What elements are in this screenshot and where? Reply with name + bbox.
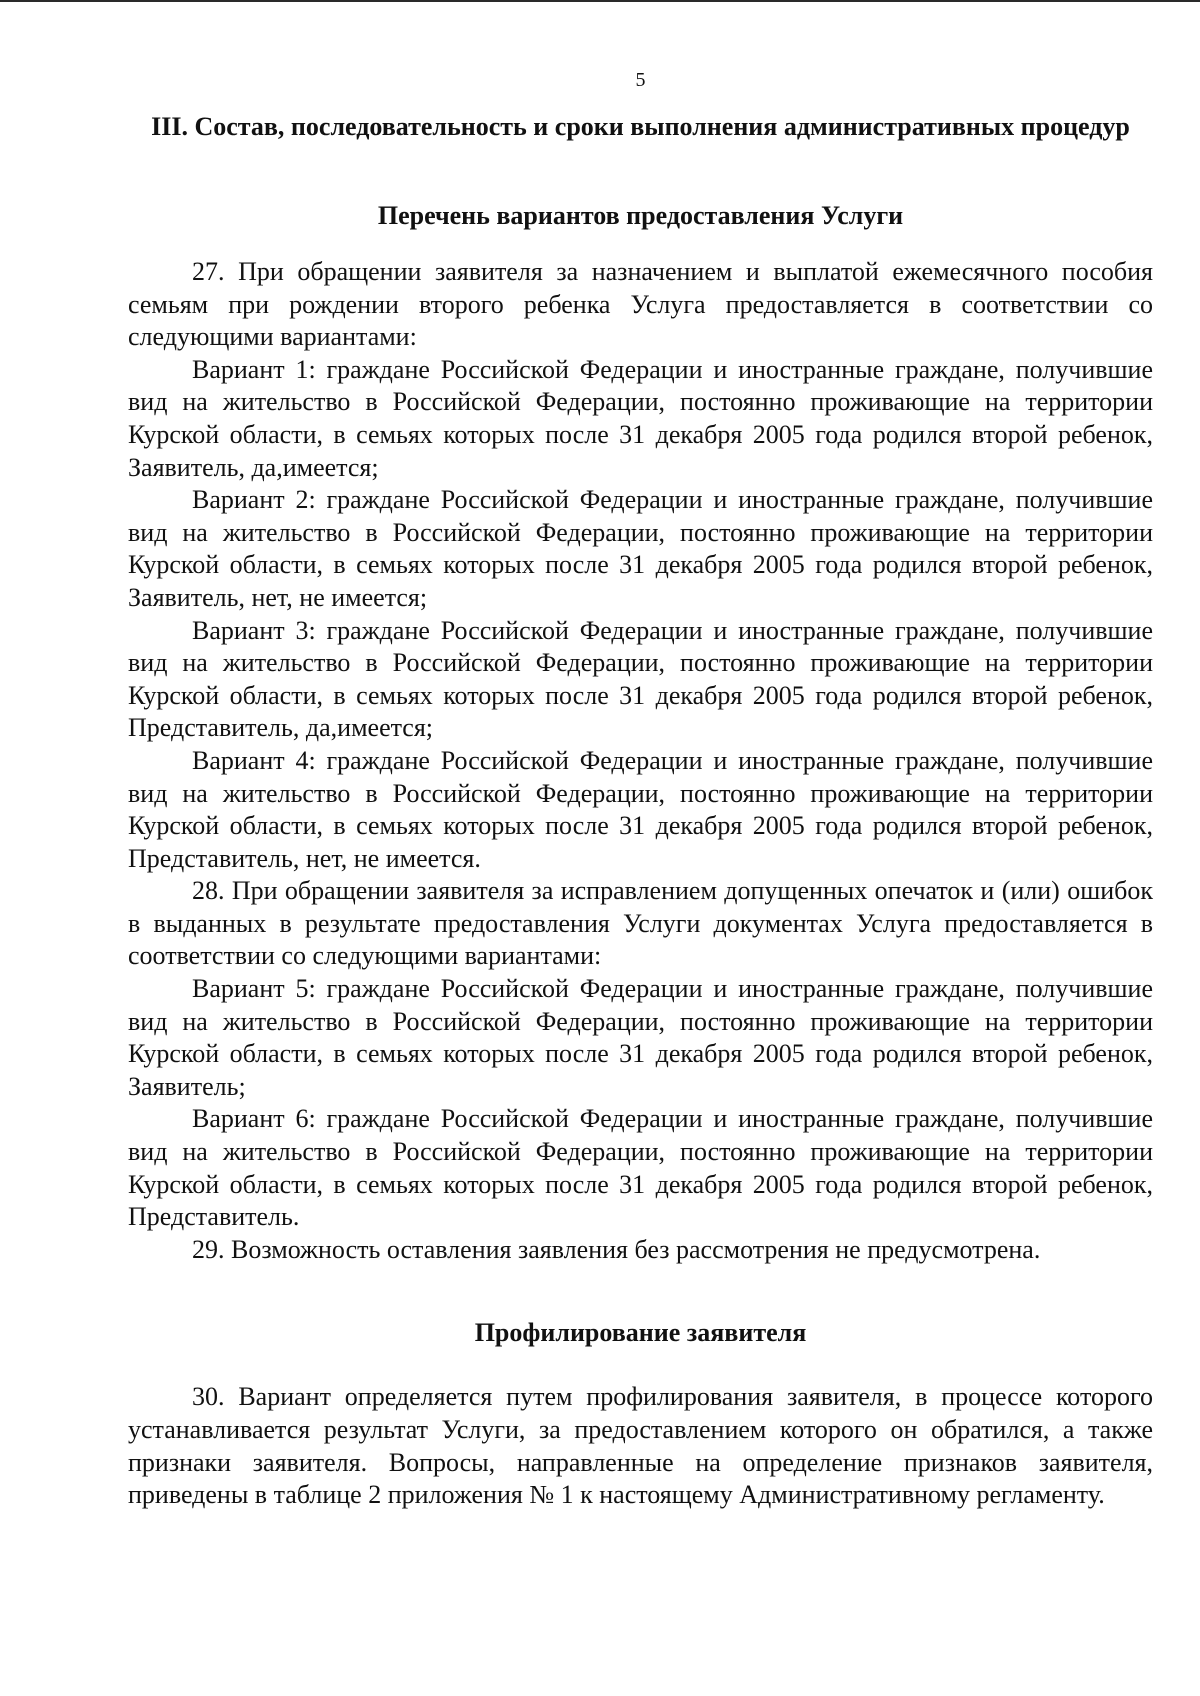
subsection-profiling (128, 1316, 1153, 1511)
variant-1: Вариант 1: граждане Российской Федерации и иностранные граждане, получившие вид на жительство в Российской Федерации, постоянно проживающие на территории Курской области, в семьях которых после 31 декабря 2005 года родился второй ребенок, Заявитель, да,имеется; (128, 354, 1153, 482)
top-border-line (0, 0, 1200, 2)
paragraph-27: 27. При обращении заявителя за назначением и выплатой ежемесячного пособия семьям при рождении второго ребенка Услуга предоставляется в соответствии со следующими вариантами: (128, 257, 1153, 352)
variant-5: Вариант 5: граждане Российской Федерации и иностранные граждане, получившие вид на жительство в Российской Федерации, постоянно проживающие на территории Курской области, в семьях которых после 31 декабря 2005 года родился второй ребенок, Заявитель; (128, 974, 1153, 1101)
page-number: 5 (635, 69, 646, 91)
subsection-title-variants: Перечень вариантов предоставления Услуги (377, 201, 904, 230)
section-title: III. Состав, последовательность и сроки выполнения административных процедур (151, 112, 1130, 141)
document-page (128, 68, 1153, 1512)
subsection-variants (128, 199, 1153, 1266)
subsection-title-profiling: Профилирование заявителя (474, 1318, 807, 1348)
variant-3: Вариант 3: граждане Российской Федерации и иностранные граждане, получившие вид на жительство в Российской Федерации, постоянно проживающие на территории Курской области, в семьях которых после 31 декабря 2005 года родился второй ребенок, Представитель, да,имеется; (128, 615, 1153, 743)
variant-6: Вариант 6: граждане Российской Федерации и иностранные граждане, получившие вид на жительство в Российской Федерации, постоянно проживающие на территории Курской области, в семьях которых после 31 декабря 2005 года родился второй ребенок, Представитель. (128, 1104, 1153, 1232)
paragraph-28: 28. При обращении заявителя за исправлением допущенных опечаток и (или) ошибок в выданных в результате предоставления Услуги документах Услуга предоставляется в соответствии со следующими вариантами: (128, 876, 1153, 971)
paragraph-29: 29. Возможность оставления заявления без рассмотрения не предусмотрена. (192, 1234, 1041, 1264)
variant-4: Вариант 4: граждане Российской Федерации и иностранные граждане, получившие вид на жительство в Российской Федерации, постоянно проживающие на территории Курской области, в семьях которых после 31 декабря 2005 года родился второй ребенок, Представитель, нет, не имеется. (128, 745, 1153, 873)
paragraph-30: 30. Вариант определяется путем профилирования заявителя, в процессе которого устанавливается результат Услуги, за предоставлением которого он обратился, а также признаки заявителя. Вопросы, направленные на определение признаков заявителя, приведены в таблице 2 приложения № 1 к настоящему Административному регламенту. (128, 1382, 1153, 1510)
variant-2: Вариант 2: граждане Российской Федерации и иностранные граждане, получившие вид на жительство в Российской Федерации, постоянно проживающие на территории Курской области, в семьях которых после 31 декабря 2005 года родился второй ребенок, Заявитель, нет, не имеется; (128, 485, 1153, 612)
